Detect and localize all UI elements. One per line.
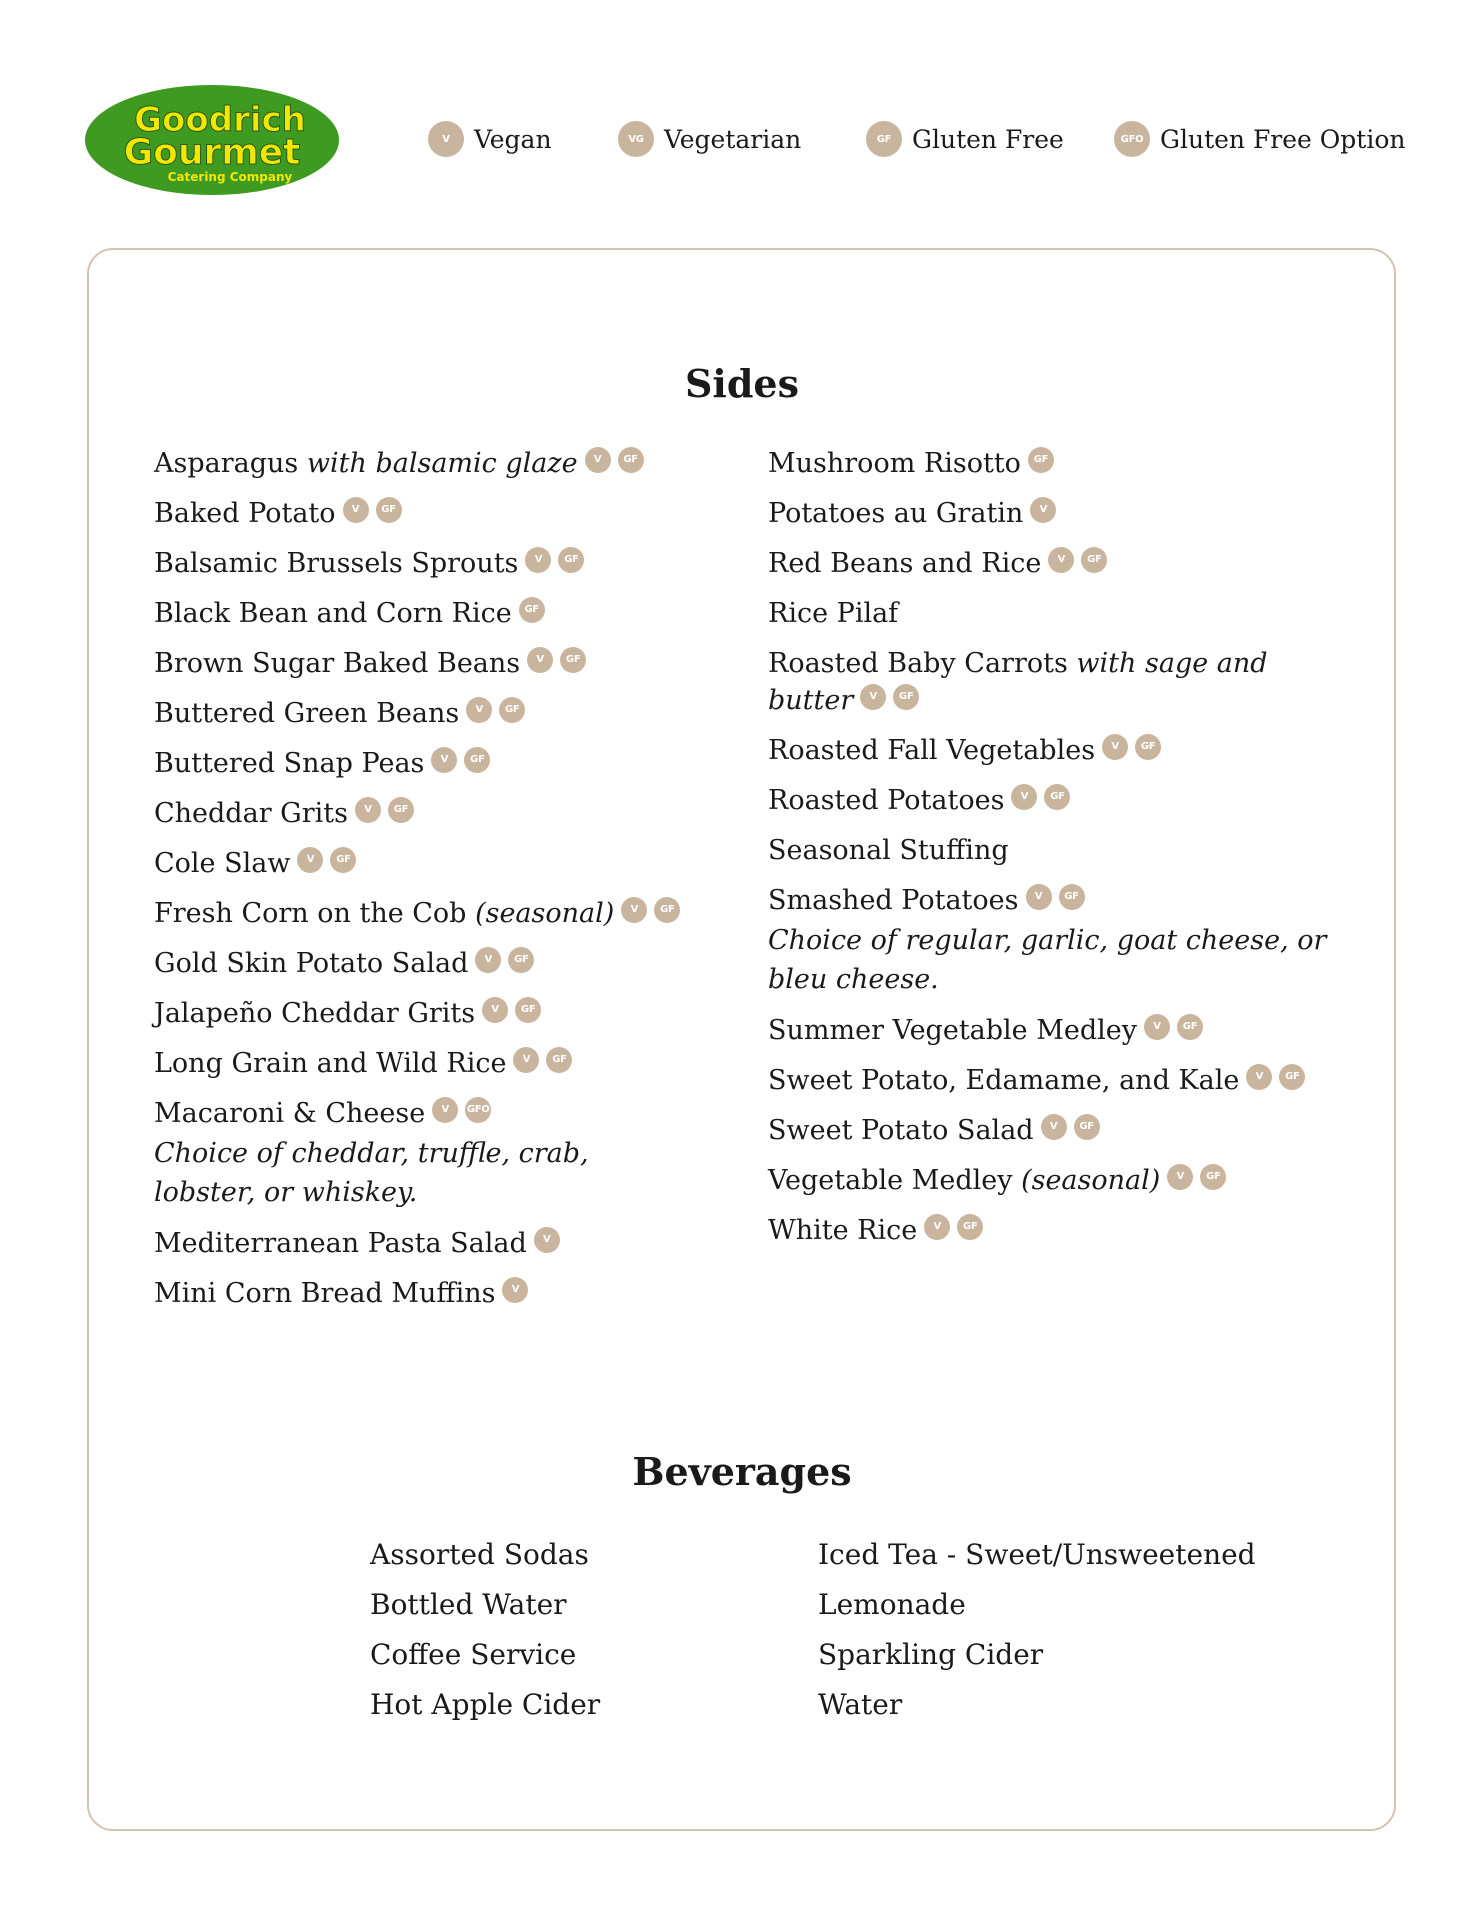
side-item-name: Smashed Potatoes [768,885,1019,916]
beverage-item-assorted-sodas: Assorted Sodas [370,1538,589,1571]
beverage-item-coffee-service: Coffee Service [370,1638,577,1671]
gluten-free-badge-icon: GF [1177,1014,1203,1040]
vegan-badge-icon: V [355,797,381,823]
beverage-item-sparkling-cider: Sparkling Cider [818,1638,1044,1671]
gluten-free-badge-icon: GF [376,497,402,523]
side-item-gold-skin-potato-salad [154,945,694,982]
side-item-name: Long Grain and Wild Rice [154,1048,507,1079]
vegan-badge-icon: V [297,847,323,873]
side-item-roasted-baby-carrots [768,645,1348,719]
side-item-jalape-o-cheddar-grits [154,995,694,1032]
legend-gluten-free [866,117,1064,161]
vegan-badge-icon: V [621,897,647,923]
side-item-note: Choice of regular, garlic, goat cheese, or bleu cheese. [768,925,1327,995]
gluten-free-badge-icon: GF [1028,447,1054,473]
side-item-name: Sweet Potato, Edamame, and Kale [768,1065,1240,1096]
side-item-mushroom-risotto [768,445,1348,482]
legend-vegan [428,117,552,161]
side-item-balsamic-brussels-sprouts [154,545,694,582]
gluten-free-badge-icon: GF [618,447,644,473]
side-item-black-bean-and-corn-rice [154,595,694,632]
vegan-badge-icon: V [1144,1014,1170,1040]
side-item-name: White Rice [768,1215,918,1246]
sides-left-column [154,445,694,1325]
beverage-item-bottled-water: Bottled Water [370,1588,567,1621]
side-item-name: Roasted Potatoes [768,785,1005,816]
legend-vegetarian [618,117,801,161]
beverage-item-water: Water [818,1688,903,1721]
side-item-name: Red Beans and Rice [768,548,1042,579]
vegan-badge-icon: V [527,647,553,673]
gluten-free-badge-icon: GF [560,647,586,673]
sides-title: Sides [684,361,800,406]
vegetarian-badge-icon: VG [618,121,654,157]
side-item-name: Macaroni & Cheese [154,1098,426,1129]
vegan-badge-icon: V [502,1277,528,1303]
beverages-left-column [370,1536,770,1736]
side-item-seasonal-stuffing [768,832,1348,869]
side-item-buttered-snap-peas [154,745,694,782]
gluten-free-option-badge-icon: GFO [1114,121,1150,157]
side-item-name: Fresh Corn on the Cob [154,898,467,929]
side-item-mediterranean-pasta-salad [154,1225,694,1262]
side-item-roasted-potatoes [768,782,1348,819]
legend-label: Gluten Free Option [1160,124,1406,154]
vegan-badge-icon: V [1011,784,1037,810]
gluten-free-badge-icon: GF [519,597,545,623]
dietary-legend [0,117,1484,161]
side-item-name: Mushroom Risotto [768,448,1021,479]
side-item-name: Cheddar Grits [154,798,348,829]
side-item-detail: (seasonal) [475,898,615,929]
vegan-badge-icon: V [1041,1114,1067,1140]
side-item-baked-potato [154,495,694,532]
side-item-name: Buttered Snap Peas [154,748,425,779]
side-item-sweet-potato-salad [768,1112,1348,1149]
beverage-item-iced-tea-sweet-unsweetened: Iced Tea - Sweet/Unsweetened [818,1538,1256,1571]
legend-label: Gluten Free [912,124,1064,154]
vegan-badge-icon: V [482,997,508,1023]
vegan-badge-icon: V [585,447,611,473]
gluten-free-badge-icon: GF [957,1214,983,1240]
side-item-detail: with balsamic glaze [306,448,578,479]
side-item-summer-vegetable-medley [768,1012,1348,1049]
gluten-free-badge-icon: GF [654,897,680,923]
side-item-rice-pilaf [768,595,1348,632]
side-item-mini-corn-bread-muffins [154,1275,694,1312]
legend-label: Vegetarian [664,124,802,154]
beverages-title: Beverages [632,1449,852,1494]
vegan-badge-icon: V [534,1227,560,1253]
vegan-badge-icon: V [1048,547,1074,573]
vegan-badge-icon: V [1026,884,1052,910]
side-item-detail: (seasonal) [1021,1165,1161,1196]
gluten-free-badge-icon: GF [330,847,356,873]
vegan-badge-icon: V [1030,497,1056,523]
logo-line-1: Goodrich [134,100,306,140]
side-item-name: Sweet Potato Salad [768,1115,1034,1146]
side-item-smashed-potatoes [768,882,1348,999]
side-item-asparagus [154,445,694,482]
side-item-name: Baked Potato [154,498,336,529]
side-item-name: Jalapeño Cheddar Grits [154,998,476,1029]
side-item-white-rice [768,1212,1348,1249]
vegan-badge-icon: V [475,947,501,973]
side-item-name: Cole Slaw [154,848,291,879]
beverages-right-column [818,1536,1318,1736]
side-item-cole-slaw [154,845,694,882]
side-item-fresh-corn-on-the-cob [154,895,694,932]
side-item-name: Buttered Green Beans [154,698,460,729]
side-item-roasted-fall-vegetables [768,732,1348,769]
side-item-name: Potatoes au Gratin [768,498,1024,529]
logo-line-3: Catering Company [167,170,293,184]
side-item-buttered-green-beans [154,695,694,732]
vegan-badge-icon: V [1102,734,1128,760]
side-item-brown-sugar-baked-beans [154,645,694,682]
vegan-badge-icon: V [1246,1064,1272,1090]
gluten-free-badge-icon: GF [1044,784,1070,810]
gluten-free-badge-icon: GF [1074,1114,1100,1140]
vegan-badge-icon: V [924,1214,950,1240]
legend-label: Vegan [474,124,552,154]
side-item-name: Summer Vegetable Medley [768,1015,1138,1046]
vegan-badge-icon: V [466,697,492,723]
beverage-item-hot-apple-cider: Hot Apple Cider [370,1688,601,1721]
side-item-long-grain-and-wild-rice [154,1045,694,1082]
legend-gluten-free-option [1114,117,1405,161]
gluten-free-badge-icon: GF [464,747,490,773]
side-item-sweet-potato-edamame-and-kale [768,1062,1348,1099]
gluten-free-badge-icon: GF [515,997,541,1023]
vegan-badge-icon: V [525,547,551,573]
gluten-free-option-badge-icon: GFO [465,1097,491,1123]
side-item-name: Rice Pilaf [768,598,899,629]
side-item-cheddar-grits [154,795,694,832]
gluten-free-badge-icon: GF [1200,1164,1226,1190]
side-item-detail: with sage and butter [768,648,1268,716]
gluten-free-badge-icon: GF [388,797,414,823]
side-item-name: Mediterranean Pasta Salad [154,1228,527,1259]
side-item-red-beans-and-rice [768,545,1348,582]
vegan-badge-icon: V [343,497,369,523]
vegan-badge-icon: V [513,1047,539,1073]
gluten-free-badge-icon: GF [1059,884,1085,910]
gluten-free-badge-icon: GF [893,684,919,710]
vegan-badge-icon: V [860,684,886,710]
vegan-badge-icon: V [432,1097,458,1123]
side-item-name: Brown Sugar Baked Beans [154,648,521,679]
gluten-free-badge-icon: GF [558,547,584,573]
vegan-badge-icon: V [428,121,464,157]
side-item-potatoes-au-gratin [768,495,1348,532]
side-item-name: Vegetable Medley [768,1165,1013,1196]
side-item-name: Roasted Baby Carrots [768,648,1068,679]
vegan-badge-icon: V [1167,1164,1193,1190]
side-item-name: Seasonal Stuffing [768,835,1009,866]
side-item-name: Mini Corn Bread Muffins [154,1278,496,1309]
logo-line-2: Gourmet [123,132,301,173]
gluten-free-badge-icon: GF [508,947,534,973]
side-item-name: Roasted Fall Vegetables [768,735,1096,766]
sides-right-column [768,445,1348,1262]
side-item-name: Asparagus [154,448,299,479]
side-item-name: Balsamic Brussels Sprouts [154,548,519,579]
beverage-item-lemonade: Lemonade [818,1588,966,1621]
gluten-free-badge-icon: GF [866,121,902,157]
gluten-free-badge-icon: GF [1081,547,1107,573]
gluten-free-badge-icon: GF [499,697,525,723]
vegan-badge-icon: V [431,747,457,773]
side-item-macaroni-cheese [154,1095,694,1212]
side-item-note: Choice of cheddar, truffle, crab, lobster, or whiskey. [154,1138,589,1208]
gluten-free-badge-icon: GF [1279,1064,1305,1090]
side-item-name: Black Bean and Corn Rice [154,598,512,629]
gluten-free-badge-icon: GF [1135,734,1161,760]
side-item-name: Gold Skin Potato Salad [154,948,469,979]
gluten-free-badge-icon: GF [546,1047,572,1073]
side-item-vegetable-medley [768,1162,1348,1199]
